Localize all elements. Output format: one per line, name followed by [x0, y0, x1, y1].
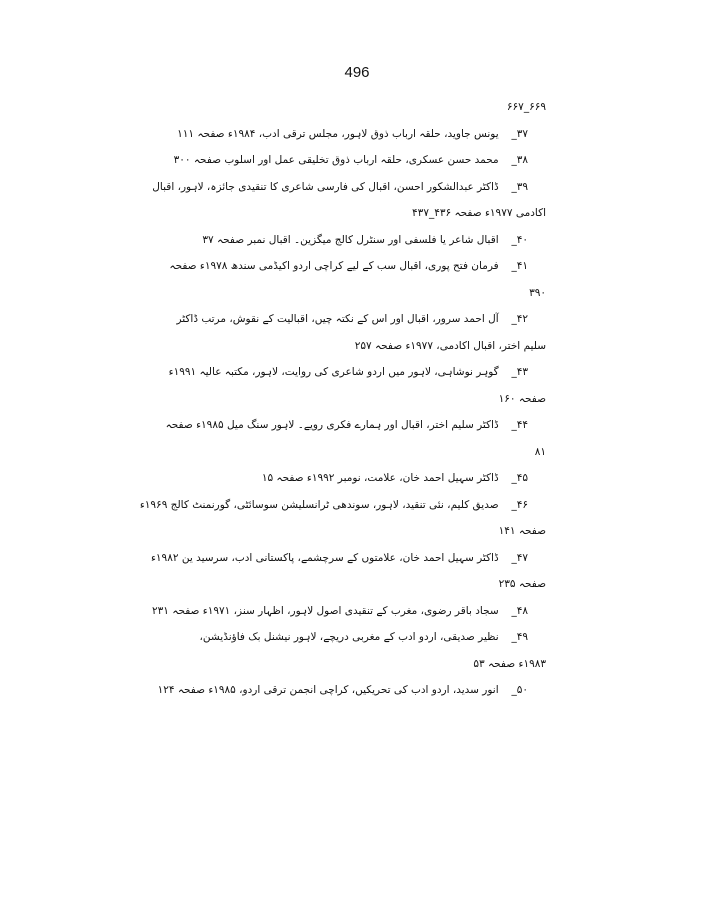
footnote-entry — [138, 677, 546, 704]
footnote-text: صدیق کلیم، نئی تنقید، لاہور، سوندھی ٹرانسلیشن سوسائٹی، گورنمنٹ کالج ۱۹۶۹ء — [139, 498, 499, 511]
footnote-text: ڈاکٹر سہیل احمد خان، علامتوں کے سرچشمے، پاکستانی ادب، سرسید ین ۱۹۸۲ء — [150, 551, 499, 564]
footnote-entry — [138, 465, 546, 492]
footnote-continuation — [138, 94, 546, 121]
footnote-text: ۱۹۸۳ء صفحہ ۵۳ — [473, 657, 546, 670]
footnote-number: ۳۹_ — [511, 180, 528, 193]
footnote-text: صفحہ ۱۶۰ — [498, 392, 546, 405]
footnote-text: اکادمی ۱۹۷۷ء صفحہ ۴۳۶_۴۳۷ — [412, 207, 546, 219]
footnote-text: گوہر نوشاہی، لاہور میں اردو شاعری کی روایت، لاہور، مکتبہ عالیہ ۱۹۹۱ء — [168, 366, 499, 378]
footnote-number: ۴۰_ — [511, 233, 528, 246]
footnote-text: نظیر صدیقی، اردو ادب کے مغربی دریچے، لاہور نیشنل بک فاؤنڈیشن، — [199, 631, 499, 643]
footnote-text: ۸۱ — [534, 445, 546, 458]
footnote-text: ڈاکٹر سہیل احمد خان، علامت، نومبر ۱۹۹۲ء صفحہ ۱۵ — [261, 472, 499, 484]
footnote-entry — [138, 598, 546, 625]
footnote-text: ۶۶۹_۶۶۷ — [506, 101, 546, 113]
footnote-number: ۴۷_ — [511, 551, 528, 564]
footnote-continuation — [138, 333, 546, 360]
footnote-text: انور سدید، اردو ادب کی تحریکیں، کراچی انجمن ترقی اردو، ۱۹۸۵ء صفحہ ۱۲۴ — [157, 684, 499, 696]
footnote-text: ڈاکٹر عبدالشکور احسن، اقبال کی فارسی شاعری کا تنقیدی جائزہ، لاہور، اقبال — [152, 180, 499, 193]
footnote-number: ۳۸_ — [511, 154, 528, 166]
footnote-continuation — [138, 386, 546, 413]
footnote-entry — [138, 624, 546, 651]
footnote-entry — [138, 545, 546, 572]
footnote-continuation — [138, 518, 546, 545]
footnote-text: ۳۹۰ — [529, 286, 546, 299]
footnote-continuation — [138, 439, 546, 466]
footnote-entry — [138, 359, 546, 386]
footnote-entry — [138, 227, 546, 254]
footnote-entry — [138, 174, 546, 201]
footnote-entry — [138, 253, 546, 280]
footnote-text: صفحہ ۱۴۱ — [498, 525, 546, 537]
footnote-number: ۴۶_ — [511, 498, 528, 511]
footnote-text: اقبال شاعر یا فلسفی اور سنٹرل کالج میگزین۔ اقبال نمبر صفحہ ۳۷ — [202, 233, 499, 246]
footnote-text: سلیم اختر، اقبال اکادمی، ۱۹۷۷ء صفحہ ۲۵۷ — [354, 339, 546, 352]
footnote-continuation — [138, 571, 546, 598]
footnote-number: ۴۵_ — [511, 472, 528, 484]
footnote-text: سجاد باقر رضوی، مغرب کے تنقیدی اصول لاہور، اظہار سنز، ۱۹۷۱ء صفحہ ۲۳۱ — [152, 604, 499, 617]
footnote-text: یونس جاوید، حلقہ ارباب ذوق لاہور، مجلس ترقی ادب، ۱۹۸۴ء صفحہ ۱۱۱ — [177, 127, 499, 140]
footnote-number: ۳۷_ — [511, 127, 528, 140]
footnote-entry — [138, 121, 546, 148]
footnote-number: ۴۸_ — [511, 604, 528, 617]
footnote-number: ۴۴_ — [511, 419, 528, 431]
footnote-text: محمد حسن عسکری، حلقہ ارباب ذوق تخلیقی عمل اور اسلوب صفحہ ۳۰۰ — [173, 154, 499, 166]
footnote-continuation — [138, 280, 546, 307]
footnote-list — [138, 94, 546, 704]
footnote-continuation — [138, 651, 546, 678]
footnote-entry — [138, 412, 546, 439]
footnote-text: فرمان فتح پوری، اقبال سب کے لیے کراچی اردو اکیڈمی سندھ ۱۹۷۸ء صفحہ — [169, 260, 499, 272]
footnote-number: ۵۰_ — [511, 684, 528, 696]
footnote-entry — [138, 306, 546, 333]
footnote-entry — [138, 492, 546, 519]
footnote-text: ڈاکٹر سلیم اختر، اقبال اور ہمارے فکری رویے۔ لاہور سنگ میل ۱۹۸۵ء صفحہ — [165, 419, 499, 431]
page-number: 496 — [344, 64, 370, 81]
footnote-entry — [138, 147, 546, 174]
footnote-number: ۴۹_ — [511, 631, 528, 643]
footnote-text: آل احمد سرور، اقبال اور اس کے نکتہ چیں، اقبالیت کے نقوش، مرتب ڈاکٹر — [176, 313, 499, 325]
footnote-continuation — [138, 200, 546, 227]
footnote-number: ۴۲_ — [511, 313, 528, 325]
footnote-number: ۴۱_ — [511, 260, 528, 272]
footnote-number: ۴۳_ — [511, 366, 528, 378]
footnote-text: صفحہ ۲۳۵ — [498, 578, 546, 590]
